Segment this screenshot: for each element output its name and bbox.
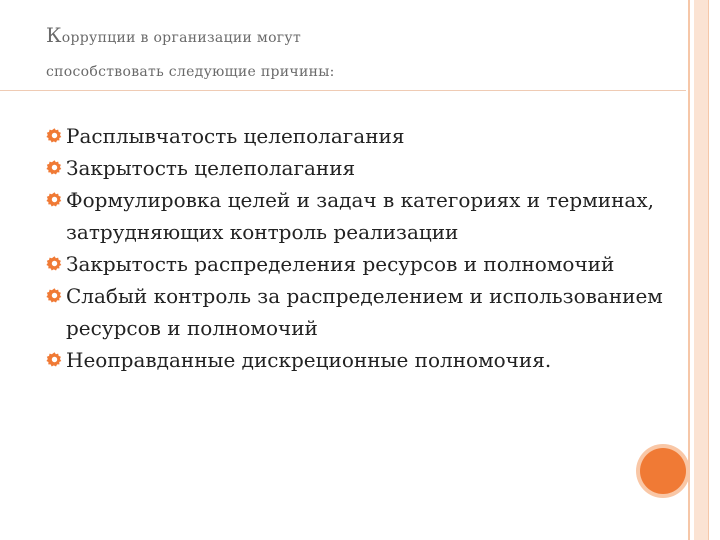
slide-title-line-2: способствовать следующие причины: <box>46 64 335 80</box>
decorative-stripe-band <box>694 0 708 540</box>
gear-bullet-icon <box>46 287 63 304</box>
decorative-stripe-right <box>708 0 709 540</box>
decorative-orange-circle <box>640 448 686 494</box>
decorative-stripe-left <box>688 0 690 540</box>
gear-bullet-icon <box>46 191 63 208</box>
bullet-item <box>46 280 671 344</box>
bullet-text: Слабый контроль за распределением и использованием ресурсов и полномочий <box>66 284 663 340</box>
gear-bullet-icon <box>46 159 63 176</box>
bullet-item <box>46 344 671 376</box>
bullet-item <box>46 248 671 280</box>
bullet-text: Закрытость распределения ресурсов и полномочий <box>66 252 615 276</box>
bullet-text: Закрытость целеполагания <box>66 156 356 180</box>
bullet-text: Формулировка целей и задач в категориях и терминах, затрудняющих контроль реализации <box>66 188 654 244</box>
slide-title-initial-cap: К <box>46 23 62 47</box>
slide-title <box>46 18 666 89</box>
bullet-list <box>46 120 671 376</box>
bullet-text: Расплывчатость целеполагания <box>66 124 405 148</box>
gear-bullet-icon <box>46 127 63 144</box>
gear-bullet-icon <box>46 255 63 272</box>
title-divider <box>0 90 686 91</box>
bullet-item <box>46 120 671 152</box>
slide-title-line-1-rest: оррупции в организации могут <box>61 30 302 46</box>
slide-title-line-1 <box>46 18 666 55</box>
bullet-text: Неоправданные дискреционные полномочия. <box>66 348 552 372</box>
bullet-item <box>46 152 671 184</box>
gear-bullet-icon <box>46 351 63 368</box>
bullet-item <box>46 184 671 248</box>
